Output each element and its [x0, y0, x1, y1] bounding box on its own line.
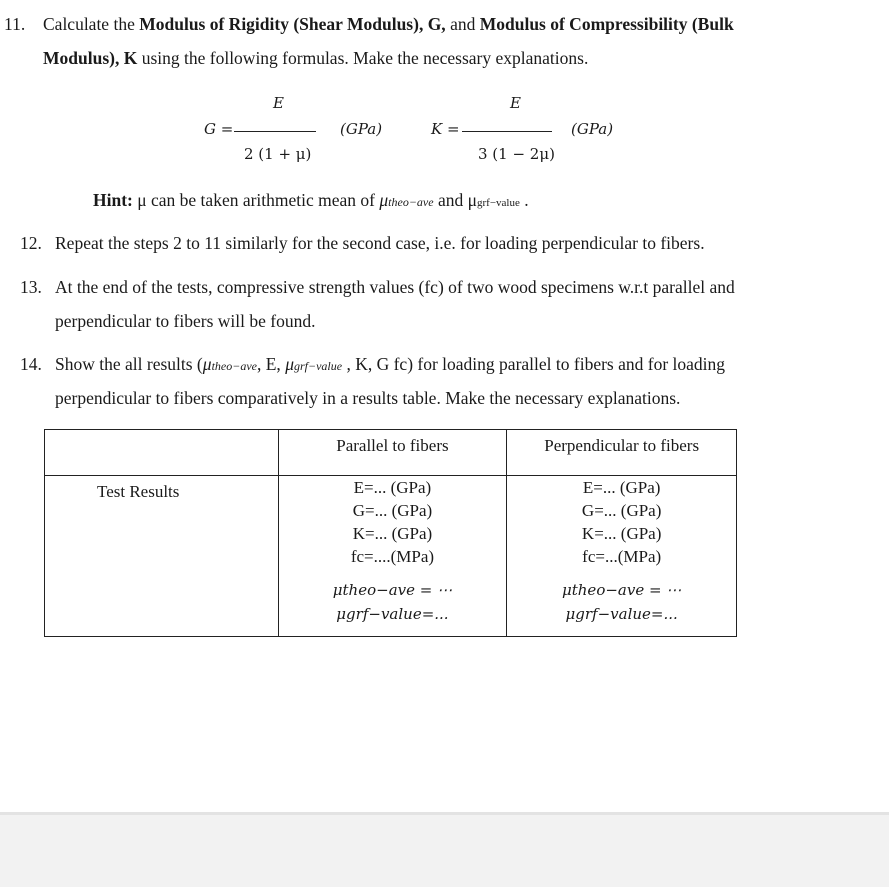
item-13-line1: At the end of the tests, compressive strength values (fc) of two wood specimens w.r.t parallel and	[55, 277, 735, 297]
parallel-g: G=... (GPa)	[352, 501, 433, 520]
perpendicular-k: K=... (GPa)	[581, 524, 662, 543]
parallel-e: E=... (GPa)	[353, 478, 432, 497]
item-13-number: 13.	[20, 277, 42, 297]
table-header-empty	[45, 430, 279, 476]
perpendicular-fc: fc=...(MPa)	[582, 547, 662, 566]
formula-g-fraction-bar	[234, 131, 316, 132]
document-page: 11. Calculate the Modulus of Rigidity (Shear Modulus), G, and Modulus of Compressibility (Bulk Modulus), K using the following formulas. Make the necessary explanations. G = E 2 (1 + μ) (GPa) K = E 3 (1 − 2μ) (GPa) Hint: μ can be taken arithmetic mean of μtheo−ave and μgrf−value . 12. Repeat the steps 2 to 11 similarly for the second case, i.e. for loading perpendicular to fibers. 13. At the end of the tests, compressive strength values (fc) of two wood specimens w.r.t parallel and perpendicular to fibers will be found. 14. Show the all results (μtheo−ave, E, μgrf−value , K, G fc) for loading parallel to fibers and for loading perpendicular to fibers comparatively in a results table. Make the necessary explanations. Parallel to fibers Perpendicular to fibers Test Results E=... (GPa) G=... (GPa) K=... (GPa) fc=....(MPa) μtheo−ave = ⋯ μgrf−value=... E=... (GPa) G=... (GPa) K=... (GPa) fc=...(MPa) μtheo−ave = ⋯ μgrf−value=...	[0, 0, 889, 812]
perpendicular-mu-grf: μgrf−value=...	[565, 605, 678, 623]
parallel-mu-grf: μgrf−value=...	[336, 605, 449, 623]
parallel-mu-theo: μtheo−ave = ⋯	[332, 581, 453, 599]
table-row	[45, 476, 737, 637]
row-label-test-results: Test Results	[45, 476, 279, 637]
page-bottom-margin	[0, 812, 889, 887]
perpendicular-mu-theo: μtheo−ave = ⋯	[562, 581, 682, 599]
table-header-perpendicular: Perpendicular to fibers	[507, 430, 737, 476]
item-11-line2: Modulus), K using the following formulas. Make the necessary explanations.	[43, 48, 589, 68]
formula-k-fraction-bar	[462, 131, 552, 132]
table-header-row	[45, 430, 737, 476]
formula-k-numerator: E	[510, 94, 521, 112]
parallel-fc: fc=....(MPa)	[350, 547, 435, 566]
item-14-line1: Show the all results (μtheo−ave, E, μgrf−value , K, G fc) for loading parallel to fibers and for loading	[55, 354, 726, 374]
parallel-k: K=... (GPa)	[352, 524, 433, 543]
formula-k-denominator: 3 (1 − 2μ)	[478, 145, 555, 163]
item-12-number: 12.	[20, 233, 42, 253]
item-14-line2: perpendicular to fibers comparatively in a results table. Make the necessary explanations.	[55, 388, 681, 408]
hint-line: Hint: μ can be taken arithmetic mean of μtheo−ave and μgrf−value .	[93, 190, 529, 210]
parallel-results-cell	[278, 476, 507, 637]
results-table	[44, 429, 737, 637]
table-header-parallel: Parallel to fibers	[278, 430, 507, 476]
item-12-text: Repeat the steps 2 to 11 similarly for the second case, i.e. for loading perpendicular to fibers.	[55, 233, 705, 253]
item-13-line2: perpendicular to fibers will be found.	[55, 311, 316, 331]
formula-g-unit: (GPa)	[340, 120, 383, 138]
item-14-number: 14.	[20, 354, 42, 374]
formula-k-unit: (GPa)	[571, 120, 614, 138]
perpendicular-g: G=... (GPa)	[581, 501, 662, 520]
perpendicular-results-cell	[507, 476, 737, 637]
formula-g-denominator: 2 (1 + μ)	[244, 145, 312, 163]
item-11-line1: Calculate the Modulus of Rigidity (Shear Modulus), G, and Modulus of Compressibility (Bulk	[43, 14, 734, 34]
formula-g-numerator: E	[273, 94, 284, 112]
item-11-number: 11.	[4, 14, 26, 34]
page-divider	[0, 812, 889, 815]
perpendicular-e: E=... (GPa)	[582, 478, 661, 497]
